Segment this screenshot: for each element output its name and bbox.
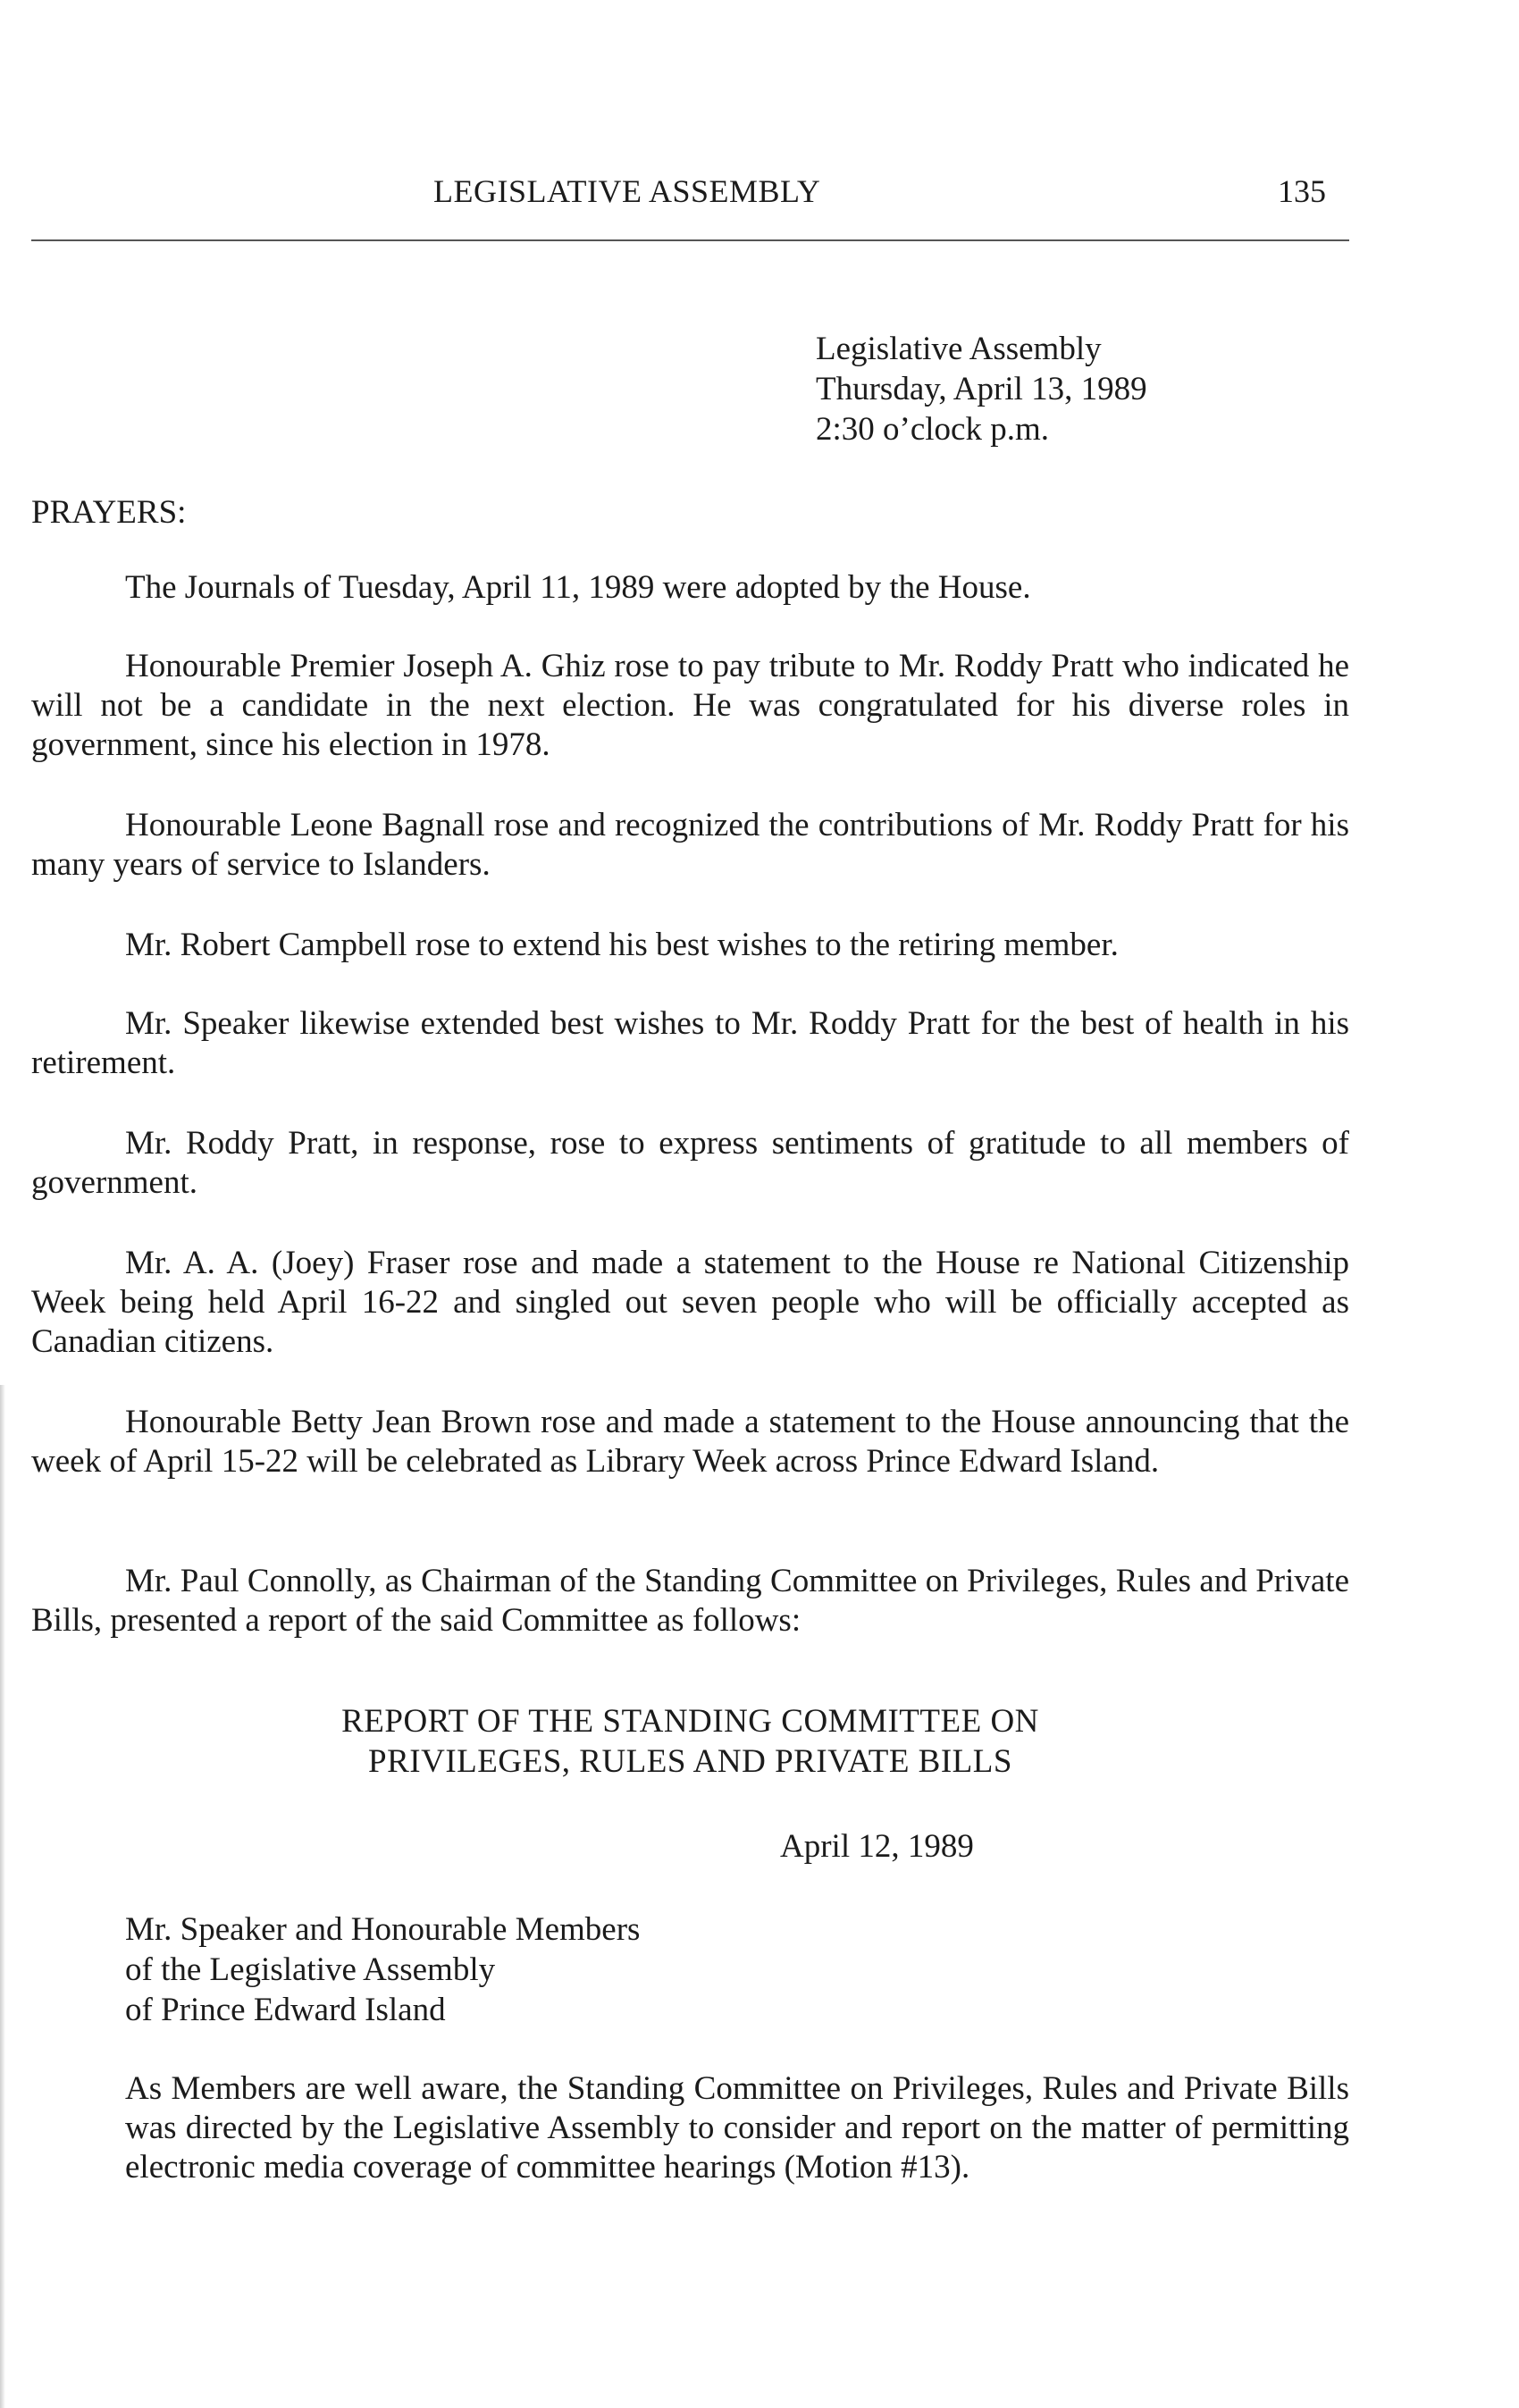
paragraph-connolly: Mr. Paul Connolly, as Chairman of the Standing Committee on Privileges, Rules and Private Bills, presented a report of the said Committee as follows: [31, 1563, 1349, 1639]
paragraph-campbell: Mr. Robert Campbell rose to extend his best wishes to the retiring member. [125, 927, 1119, 963]
report-heading [31, 1701, 1349, 1782]
address-line1: Mr. Speaker and Honourable Members [125, 1911, 641, 1948]
address-line3: of Prince Edward Island [125, 1992, 446, 2028]
address-line2: of the Legislative Assembly [125, 1951, 496, 1988]
report-heading-line1: REPORT OF THE STANDING COMMITTEE ON [341, 1703, 1039, 1740]
page-number: 135 [1278, 173, 1326, 209]
report-date: April 12, 1989 [780, 1828, 974, 1865]
paragraph-journals: The Journals of Tuesday, April 11, 1989 were adopted by the House. [125, 569, 1031, 606]
paragraph-brown: Honourable Betty Jean Brown rose and made a statement to the House announcing that the week of April 15-22 will be celebrated as Library Week across Prince Edward Island. [31, 1404, 1349, 1480]
sitting-dateline [816, 329, 1147, 449]
paragraph-pratt-response: Mr. Roddy Pratt, in response, rose to express sentiments of gratitude to all members of government. [31, 1125, 1349, 1201]
paragraph-ghiz-tribute: Honourable Premier Joseph A. Ghiz rose to pay tribute to Mr. Roddy Pratt who indicated he will not be a candidate in the next election. He was congratulated for his diverse roles in government, since his election in 1978. [31, 648, 1349, 763]
report-address [125, 1909, 640, 2030]
paragraph-bagnall: Honourable Leone Bagnall rose and recognized the contributions of Mr. Roddy Pratt for his many years of service to Islanders. [31, 807, 1349, 883]
running-header-title: LEGISLATIVE ASSEMBLY [433, 173, 821, 209]
dateline-assembly: Legislative Assembly [816, 331, 1102, 367]
paragraph-speaker: Mr. Speaker likewise extended best wishes to Mr. Roddy Pratt for the best of health in his retirement. [31, 1005, 1349, 1081]
scan-edge-shadow [0, 1385, 5, 2408]
dateline-time: 2:30 o’clock p.m. [816, 411, 1050, 448]
prayers-label: PRAYERS: [31, 494, 187, 531]
report-heading-line2: PRIVILEGES, RULES AND PRIVATE BILLS [368, 1743, 1012, 1780]
dateline-date: Thursday, April 13, 1989 [816, 371, 1147, 407]
paragraph-fraser: Mr. A. A. (Joey) Fraser rose and made a statement to the House re National Citizenship Week being held April 16-22 and singled out seven people who will be officially accepted as Canadian citizens. [31, 1245, 1349, 1360]
report-body-paragraph: As Members are well aware, the Standing Committee on Privileges, Rules and Private Bills was directed by the Legislative Assembly to consider and report on the matter of permitting electronic media coverage of committee hearings (Motion #13). [125, 2070, 1349, 2186]
header-rule [31, 239, 1349, 241]
